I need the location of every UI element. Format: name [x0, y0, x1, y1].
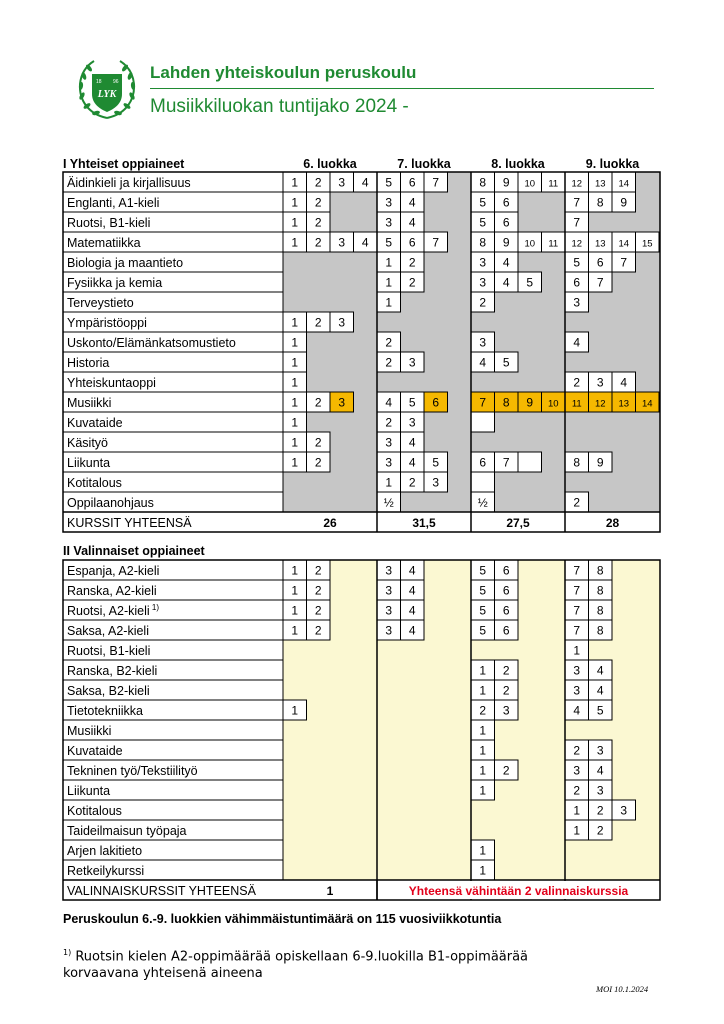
subject-label: Fysiikka ja kemia [67, 276, 163, 290]
elective-minimum-note: Yhteensä vähintään 2 valinnaiskurssia [408, 884, 629, 898]
course-number: 1 [291, 435, 299, 450]
subject-label: Oppilaanohjaus [67, 496, 154, 510]
course-number: 3 [385, 603, 393, 618]
course-number: 15 [641, 238, 653, 250]
course-number: 2 [314, 195, 322, 210]
subject-label: Terveystieto [67, 296, 134, 310]
course-number: 2 [502, 683, 510, 698]
course-number: 4 [408, 583, 416, 598]
subject-label: Espanja, A2-kieli [67, 564, 160, 578]
course-number: 2 [314, 603, 322, 618]
course-number: 3 [338, 235, 346, 250]
svg-text:18: 18 [96, 79, 102, 85]
course-number: 3 [432, 475, 440, 490]
course-number: 3 [385, 583, 393, 598]
course-number: 1 [573, 643, 581, 658]
course-number: 3 [596, 783, 604, 798]
grade-header: 9. luokka [585, 157, 640, 171]
course-number: 2 [596, 803, 604, 818]
course-number: 1 [479, 843, 487, 858]
course-number: 10 [524, 238, 536, 250]
subject-label: Liikunta [67, 784, 111, 798]
course-number: 4 [408, 563, 416, 578]
course-number: 2 [314, 583, 322, 598]
footnote-line-2: korvaavana yhteisenä aineena [63, 966, 263, 981]
course-number: 2 [314, 623, 322, 638]
course-number: 3 [385, 195, 393, 210]
course-number: 2 [385, 335, 393, 350]
subject-label: Saksa, B2-kieli [67, 684, 150, 698]
subject-label: Ranska, B2-kieli [67, 664, 158, 678]
course-number: 14 [618, 238, 630, 250]
course-number: 4 [502, 275, 510, 290]
course-number: 8 [479, 175, 487, 190]
course-number: 1 [479, 863, 487, 878]
course-number: 11 [571, 398, 582, 410]
course-number: 11 [548, 238, 559, 250]
course-number: 7 [573, 563, 581, 578]
course-number: 3 [573, 763, 581, 778]
course-number: 6 [502, 603, 510, 618]
course-number: 7 [573, 623, 581, 638]
course-number: 6 [432, 395, 440, 410]
course-number: 14 [618, 178, 630, 190]
section-heading-compulsory: I Yhteiset oppiaineet [63, 157, 185, 171]
course-number: 2 [408, 475, 416, 490]
course-number: 1 [291, 335, 299, 350]
subject-label: Musiikki [67, 724, 112, 738]
course-number: 6 [502, 215, 510, 230]
course-number: 4 [573, 703, 581, 718]
subject-label: Ruotsi, B1-kieli [67, 644, 151, 658]
subject-label: Ruotsi, B1-kieli [67, 216, 151, 230]
course-number: 3 [385, 455, 393, 470]
course-number: 7 [432, 175, 440, 190]
course-number: 3 [338, 395, 346, 410]
subject-label: Liikunta [67, 456, 111, 470]
course-number: 6 [502, 623, 510, 638]
course-number: 7 [573, 583, 581, 598]
svg-text:96: 96 [113, 79, 119, 85]
course-number: 1 [385, 275, 393, 290]
course-number: 7 [573, 215, 581, 230]
course-number: 6 [573, 275, 581, 290]
subject-label: Tietotekniikka [67, 704, 143, 718]
course-number: 2 [314, 215, 322, 230]
course-number: 8 [596, 563, 604, 578]
footnote-reference: 1) [149, 603, 160, 612]
course-number: 5 [573, 255, 581, 270]
course-number: 5 [479, 603, 487, 618]
course-number: 3 [408, 415, 416, 430]
course-number: 13 [594, 238, 606, 250]
course-number: 3 [338, 175, 346, 190]
subject-label: Uskonto/Elämänkatsomustieto [67, 336, 236, 350]
course-number: 8 [479, 235, 487, 250]
course-number: 4 [596, 763, 604, 778]
course-number: ½ [477, 495, 488, 510]
course-number: 2 [479, 703, 487, 718]
subject-label: Musiikki [67, 396, 112, 410]
course-number: 1 [479, 663, 487, 678]
course-number: 6 [502, 195, 510, 210]
subject-label: Historia [67, 356, 110, 370]
course-number: 3 [479, 335, 487, 350]
course-number: 5 [479, 195, 487, 210]
course-number: 10 [524, 178, 536, 190]
subject-label: Kuvataide [67, 416, 123, 430]
course-number: 9 [502, 175, 510, 190]
course-number: 3 [596, 743, 604, 758]
subject-label: Tekninen työ/Tekstiilityö [67, 764, 198, 778]
course-number: 1 [291, 195, 299, 210]
course-number: 2 [314, 455, 322, 470]
course-number: 8 [596, 623, 604, 638]
grade-header: 8. luokka [491, 157, 545, 171]
total-label-electives: VALINNAISKURSSIT YHTEENSÄ [67, 884, 256, 898]
course-number: 4 [361, 235, 369, 250]
course-number: 9 [596, 455, 604, 470]
course-number: 1 [385, 255, 393, 270]
course-number: 1 [385, 475, 393, 490]
course-number: 2 [573, 743, 581, 758]
course-number: 6 [408, 235, 416, 250]
course-number: 5 [432, 455, 440, 470]
subject-label: Ranska, A2-kieli [67, 584, 157, 598]
course-number: 4 [408, 623, 416, 638]
course-number: 6 [502, 563, 510, 578]
course-number: 6 [479, 455, 487, 470]
course-number: 4 [620, 375, 628, 390]
course-number: 3 [479, 255, 487, 270]
subject-label: Kotitalous [67, 476, 122, 490]
course-number: 4 [408, 455, 416, 470]
course-number: 9 [526, 395, 534, 410]
course-number: 1 [291, 583, 299, 598]
course-number: 7 [573, 195, 581, 210]
course-number: 3 [385, 623, 393, 638]
course-number: 4 [596, 683, 604, 698]
course-number: 8 [502, 395, 510, 410]
grade-total: 27,5 [506, 516, 530, 530]
course-number: 8 [596, 603, 604, 618]
course-number: 4 [408, 603, 416, 618]
course-number: 1 [291, 603, 299, 618]
document-code: MOI 10.1.2024 [596, 984, 649, 994]
subject-label: Kuvataide [67, 744, 123, 758]
course-number: 5 [479, 563, 487, 578]
subject-label: Ruotsi, A2-kieli $^{1)}$ [67, 603, 160, 618]
course-number: 13 [594, 178, 606, 190]
course-number: 3 [385, 215, 393, 230]
course-number: 5 [502, 355, 510, 370]
course-number: 1 [291, 563, 299, 578]
grade-total: 26 [323, 516, 337, 530]
course-number: 11 [548, 178, 559, 190]
course-number: 1 [291, 215, 299, 230]
course-number: 3 [620, 803, 628, 818]
document-title: Musiikkiluokan tuntijako 2024 - [150, 96, 409, 117]
course-number: 2 [314, 435, 322, 450]
course-number: 5 [479, 623, 487, 638]
course-number: 12 [594, 398, 606, 410]
course-number: 7 [620, 255, 628, 270]
course-number: 1 [479, 743, 487, 758]
course-number: 2 [573, 783, 581, 798]
footnote-marker: 1) [63, 948, 72, 957]
course-number: 3 [385, 563, 393, 578]
course-number: 7 [432, 235, 440, 250]
course-number: 6 [502, 583, 510, 598]
course-number: 9 [502, 235, 510, 250]
total-label-compulsory: KURSSIT YHTEENSÄ [67, 516, 192, 530]
course-number: 10 [547, 398, 559, 410]
course-number: 3 [596, 375, 604, 390]
subject-label: Arjen lakitieto [67, 844, 143, 858]
course-number: 2 [314, 563, 322, 578]
course-number: 5 [479, 583, 487, 598]
course-number: 8 [596, 583, 604, 598]
course-number: 2 [314, 315, 322, 330]
course-number: 5 [596, 703, 604, 718]
subject-label: Biologia ja maantieto [67, 256, 184, 270]
minimum-hours-note: Peruskoulun 6.-9. luokkien vähimmäistuntimäärä on 115 vuosiviikkotuntia [63, 912, 502, 926]
course-number: 4 [502, 255, 510, 270]
subject-label: Retkeilykurssi [67, 864, 145, 878]
course-number: 12 [571, 238, 583, 250]
course-number: 2 [479, 295, 487, 310]
course-number: 4 [573, 335, 581, 350]
course-number: 2 [502, 663, 510, 678]
course-number: 2 [408, 255, 416, 270]
course-number: 1 [291, 623, 299, 638]
footnote-text-1: Ruotsin kielen A2-oppimäärää opiskellaan 6-9.luokilla B1-oppimäärää [75, 949, 529, 965]
school-name: Lahden yhteiskoulun peruskoulu [150, 63, 417, 82]
grade-total: 1 [326, 884, 334, 898]
course-number: 1 [479, 763, 487, 778]
course-number: 8 [573, 455, 581, 470]
grade-header: 7. luokka [397, 157, 451, 171]
subject-label: Ympäristöoppi [67, 316, 147, 330]
course-number: 2 [573, 375, 581, 390]
course-number: 1 [479, 683, 487, 698]
svg-text:LYK: LYK [97, 89, 117, 100]
course-number: 5 [385, 235, 393, 250]
course-number: 3 [573, 683, 581, 698]
course-number: 2 [314, 395, 322, 410]
course-number: 1 [291, 375, 299, 390]
subject-label: Yhteiskuntaoppi [67, 376, 156, 390]
course-number: 4 [385, 395, 393, 410]
course-number: 3 [385, 435, 393, 450]
course-number: 6 [596, 255, 604, 270]
course-number: 4 [408, 215, 416, 230]
course-number: 1 [291, 415, 299, 430]
course-number: 3 [479, 275, 487, 290]
course-cell [471, 412, 495, 432]
course-number: 1 [479, 723, 487, 738]
section-heading-electives: II Valinnaiset oppiaineet [63, 544, 205, 558]
course-number: 2 [385, 355, 393, 370]
course-number: 4 [408, 435, 416, 450]
course-number: 1 [291, 315, 299, 330]
course-number: 3 [338, 315, 346, 330]
course-number: 2 [314, 175, 322, 190]
course-number: 1 [479, 783, 487, 798]
course-number: 4 [596, 663, 604, 678]
course-number: 7 [596, 275, 604, 290]
course-number: 2 [596, 823, 604, 838]
course-number: 2 [573, 495, 581, 510]
subject-label: Matematiikka [67, 236, 141, 250]
course-number: 3 [408, 355, 416, 370]
course-number: 1 [291, 703, 299, 718]
course-number: 7 [502, 455, 510, 470]
course-number: 2 [408, 275, 416, 290]
course-number: 3 [573, 663, 581, 678]
subject-label: Englanti, A1-kieli [67, 196, 160, 210]
subject-label: Kotitalous [67, 804, 122, 818]
course-number: 7 [479, 395, 487, 410]
course-number: 3 [573, 295, 581, 310]
course-number: 1 [385, 295, 393, 310]
course-number: 1 [291, 235, 299, 250]
footnote-line-1 [63, 948, 528, 964]
subject-label: Käsityö [67, 436, 108, 450]
course-number: 8 [596, 195, 604, 210]
course-number: 1 [291, 395, 299, 410]
course-number: 5 [479, 215, 487, 230]
course-number: 1 [291, 175, 299, 190]
course-cell [471, 472, 495, 492]
course-number: 6 [408, 175, 416, 190]
course-number: 1 [573, 803, 581, 818]
course-number: 4 [479, 355, 487, 370]
course-number: 13 [618, 398, 630, 410]
course-number: 2 [385, 415, 393, 430]
course-number: 12 [571, 178, 583, 190]
course-number: 5 [385, 175, 393, 190]
course-number: 4 [408, 195, 416, 210]
subject-label: Taideilmaisun työpaja [67, 824, 187, 838]
course-number: ½ [383, 495, 394, 510]
course-number: 14 [641, 398, 653, 410]
grade-header: 6. luokka [303, 157, 357, 171]
course-number: 2 [314, 235, 322, 250]
course-number: 7 [573, 603, 581, 618]
grade-total: 31,5 [412, 516, 436, 530]
course-number: 1 [291, 455, 299, 470]
subject-label: Äidinkieli ja kirjallisuus [67, 176, 191, 190]
course-number: 3 [502, 703, 510, 718]
grade-total: 28 [605, 516, 620, 530]
course-number: 4 [361, 175, 369, 190]
course-number: 5 [408, 395, 416, 410]
course-number: 1 [291, 355, 299, 370]
course-number: 1 [573, 823, 581, 838]
subject-label: Saksa, A2-kieli [67, 624, 149, 638]
course-number: 9 [620, 195, 628, 210]
course-cell [518, 452, 542, 472]
course-number: 2 [502, 763, 510, 778]
course-number: 5 [526, 275, 534, 290]
